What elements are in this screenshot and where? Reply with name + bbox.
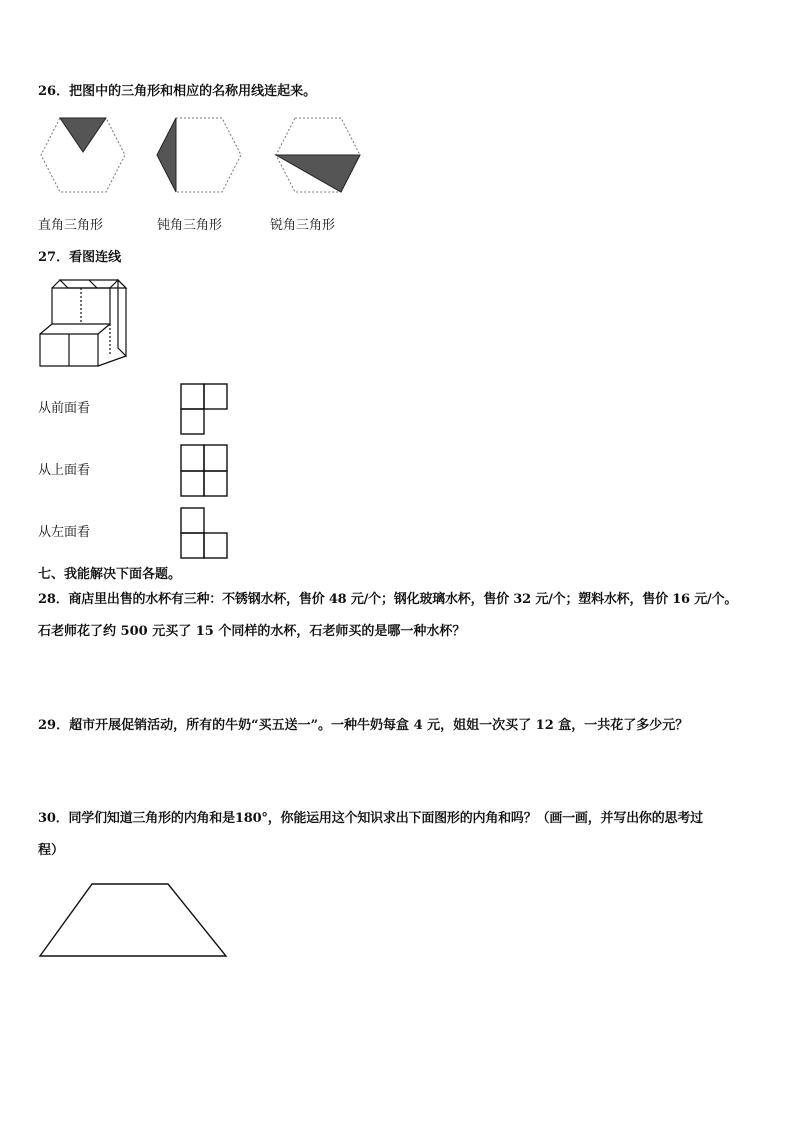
hexagon-right-triangle-figure bbox=[38, 116, 128, 194]
view-left-label: 从左面看 bbox=[38, 525, 91, 540]
cube-stack-figure bbox=[38, 278, 134, 370]
left-view-figure bbox=[180, 507, 230, 560]
label-obtuse-triangle: 钝角三角形 bbox=[157, 218, 223, 233]
section-7-title: 七、我能解决下面各题。 bbox=[38, 567, 182, 582]
front-view-figure bbox=[180, 383, 230, 435]
q27-prompt: 27．看图连线 bbox=[38, 250, 122, 265]
q28-line1: 28．商店里出售的水杯有三种：不锈钢水杯，售价 48 元/个；钢化玻璃水杯，售价 32 元/个；塑料水杯，售价 16 元/个。 bbox=[38, 592, 738, 607]
q28-line2: 石老师花了约 500 元买了 15 个同样的水杯，石老师买的是哪一种水杯？ bbox=[38, 624, 466, 639]
label-right-triangle: 直角三角形 bbox=[38, 218, 104, 233]
q30-line2: 程） bbox=[38, 843, 65, 858]
hexagon-obtuse-triangle-figure bbox=[154, 116, 244, 194]
top-view-figure bbox=[180, 444, 230, 498]
trapezoid-figure bbox=[38, 882, 230, 958]
view-top-label: 从上面看 bbox=[38, 463, 91, 478]
view-front-label: 从前面看 bbox=[38, 401, 91, 416]
q30-line1: 30．同学们知道三角形的内角和是180°，你能运用这个知识求出下面图形的内角和吗？（画一画，并写出你的思考过 bbox=[38, 811, 703, 826]
hexagon-acute-triangle-figure bbox=[273, 116, 363, 194]
q26-prompt: 26．把图中的三角形和相应的名称用线连起来。 bbox=[38, 84, 317, 99]
label-acute-triangle: 锐角三角形 bbox=[270, 218, 336, 233]
q29-text: 29．超市开展促销活动，所有的牛奶“买五送一”。一种牛奶每盒 4 元，姐姐一次买了 12 盒，一共花了多少元？ bbox=[38, 718, 689, 733]
